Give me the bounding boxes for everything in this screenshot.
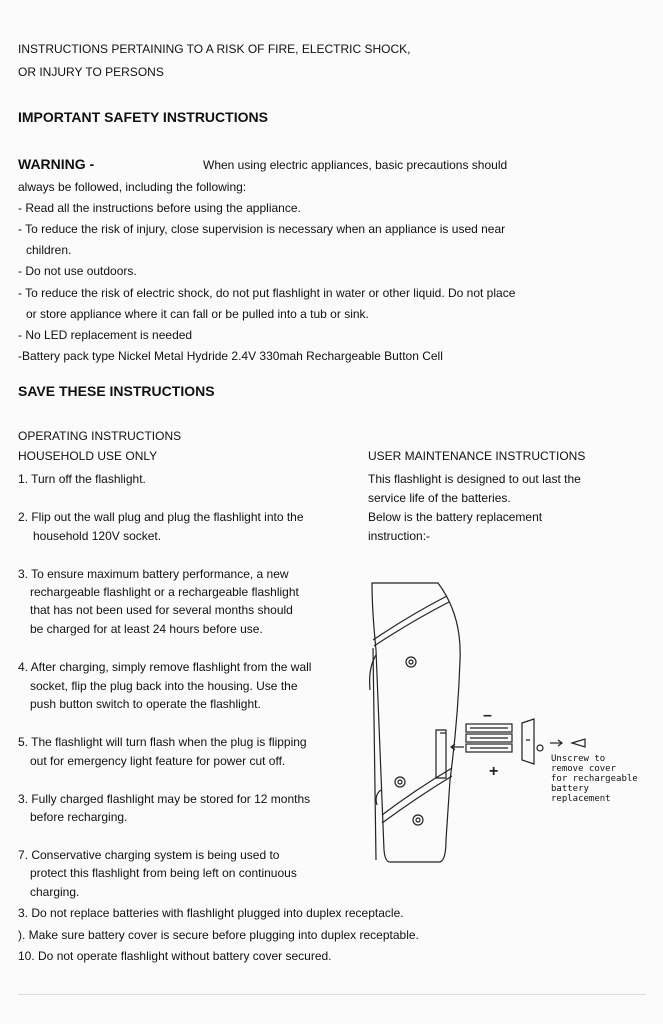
warning-item: - Do not use outdoors. — [18, 264, 137, 278]
operating-line: household 120V socket. — [33, 529, 162, 543]
bottom-rule — [18, 994, 646, 995]
maintenance-heading: USER MAINTENANCE INSTRUCTIONS — [368, 449, 586, 463]
warning-item: or store appliance where it can fall or be pulled into a tub or sink. — [26, 307, 369, 321]
side-nub — [376, 790, 381, 805]
warning-item: - To reduce the risk of electric shock, do not put flashlight in water or other liquid. Do not place — [18, 286, 516, 300]
operating-line: rechargeable flashlight or a rechargeable flashlight — [30, 585, 299, 599]
maintenance-line: instruction:- — [368, 529, 431, 543]
unscrew-note-line: remove cover — [551, 764, 617, 774]
save-heading: SAVE THESE INSTRUCTIONS — [18, 383, 215, 399]
operating-line: 7. Conservative charging system is being used to — [18, 848, 280, 862]
unscrew-note-line: battery — [551, 784, 589, 794]
operating-line: 3. Do not replace batteries with flashlight plugged into duplex receptacle. — [18, 906, 404, 920]
operating-line: before recharging. — [30, 810, 128, 824]
unscrew-note-line: Unscrew to — [551, 754, 606, 764]
top-groove — [373, 596, 447, 640]
operating-line: that has not been used for several months should — [30, 603, 293, 617]
screw-icon — [406, 657, 416, 667]
operating-line: 2. Flip out the wall plug and plug the flashlight into the — [18, 510, 304, 524]
warning-text-2: always be followed, including the following: — [18, 180, 247, 194]
maintenance-line: This flashlight is designed to out last the — [368, 472, 581, 486]
battery-plus-sign: + — [489, 763, 499, 780]
operating-line: out for emergency light feature for power cut off. — [30, 754, 286, 768]
warning-item: -Battery pack type Nickel Metal Hydride 2.4V 330mah Rechargeable Button Cell — [18, 349, 443, 363]
top-groove — [374, 602, 449, 646]
screw-icon — [395, 777, 405, 787]
maintenance-line: Below is the battery replacement — [368, 510, 543, 524]
operating-line: protect this flashlight from being left on continuous — [30, 866, 297, 880]
operating-line: 1. Turn off the flashlight. — [18, 472, 146, 486]
operating-line: 5. The flashlight will turn flash when the plug is flipping — [18, 735, 307, 749]
warning-item: - No LED replacement is needed — [18, 328, 193, 342]
operating-line: ). Make sure battery cover is secure before plugging into duplex receptable. — [18, 928, 419, 942]
bottom-groove — [382, 776, 452, 823]
maintenance-line: service life of the batteries. — [368, 491, 511, 505]
header-line-1: INSTRUCTIONS PERTAINING TO A RISK OF FIRE, ELECTRIC SHOCK, — [18, 42, 411, 56]
operating-line: push button switch to operate the flashlight. — [30, 697, 261, 711]
battery-cover — [522, 719, 534, 764]
operating-line: charging. — [30, 885, 80, 899]
battery-minus-sign: – — [483, 707, 492, 724]
unscrew-note-line: replacement — [551, 794, 611, 804]
unscrew-note-line: for rechargeable — [551, 774, 638, 784]
warning-text-1: When using electric appliances, basic precautions should — [203, 158, 508, 172]
operating-line: be charged for at least 24 hours before use. — [30, 622, 263, 636]
warning-item: - To reduce the risk of injury, close supervision is necessary when an appliance is used near — [18, 222, 506, 236]
operating-line: 10. Do not operate flashlight without battery cover secured. — [18, 949, 332, 963]
bottom-groove — [382, 768, 452, 815]
operating-line: socket, flip the plug back into the housing. Use the — [30, 679, 298, 693]
side-panel-line — [373, 648, 376, 860]
warning-label: WARNING - — [18, 156, 95, 172]
screw-tip-icon — [572, 739, 585, 747]
operating-line: 3. To ensure maximum battery performance, a new — [18, 567, 289, 581]
screw-icon — [413, 815, 423, 825]
operating-line: 4. After charging, simply remove flashlight from the wall — [18, 660, 312, 674]
household-heading: HOUSEHOLD USE ONLY — [18, 449, 158, 463]
important-heading: IMPORTANT SAFETY INSTRUCTIONS — [18, 109, 268, 125]
header-line-2: OR INJURY TO PERSONS — [18, 65, 164, 79]
operating-line: 3. Fully charged flashlight may be stored for 12 months — [18, 792, 311, 806]
battery-compartment — [436, 730, 446, 778]
operating-heading: OPERATING INSTRUCTIONS — [18, 429, 182, 443]
warning-item: - Read all the instructions before using the appliance. — [18, 201, 301, 215]
warning-item: children. — [26, 243, 72, 257]
